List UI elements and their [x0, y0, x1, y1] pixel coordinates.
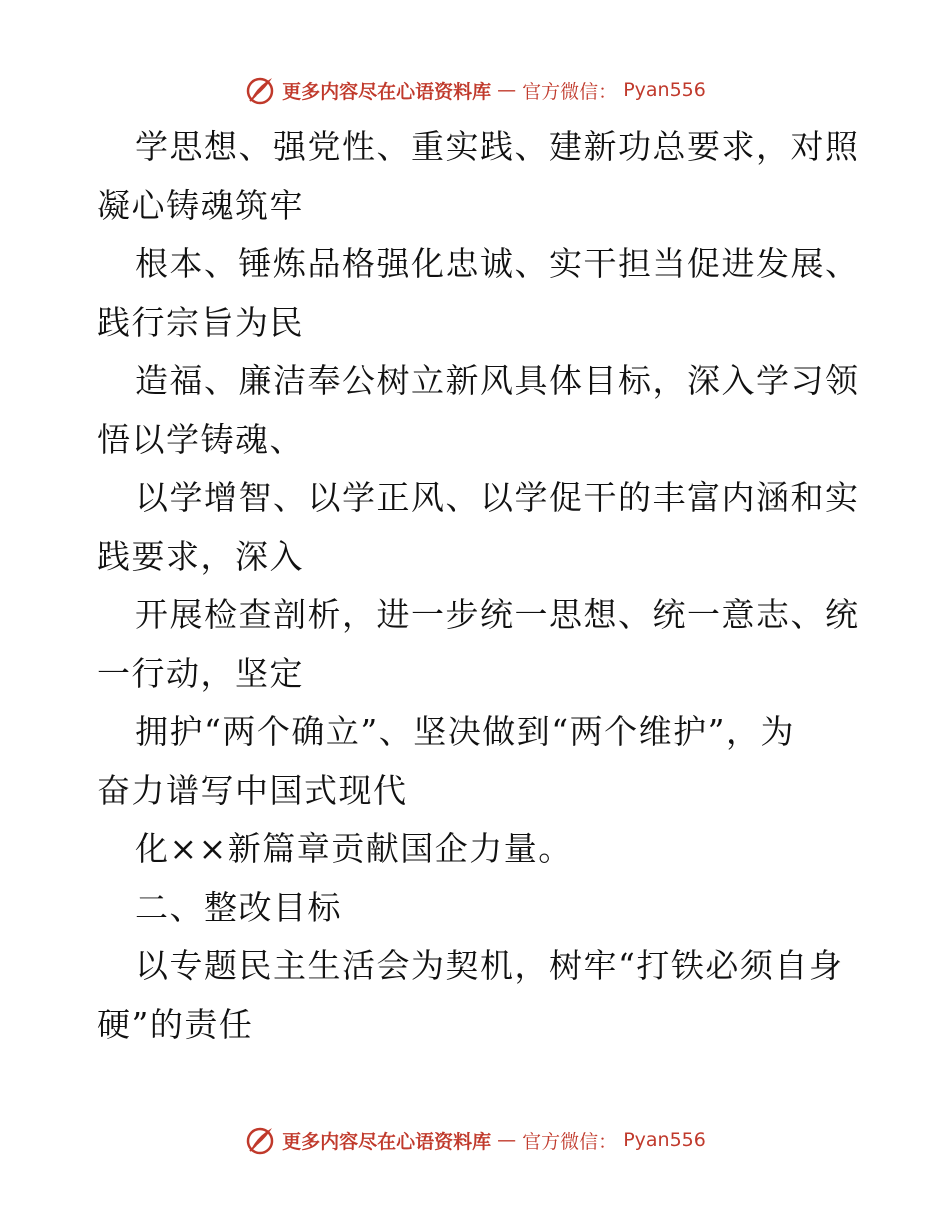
body-line: 造福、廉洁奉公树立新风具体目标，深入学习领: [135, 361, 860, 400]
body-line: 践要求，深入: [97, 536, 304, 576]
body-line: 以学增智、以学正风、以学促干的丰富内涵和实: [135, 478, 860, 517]
body-line: 悟以学铸魂、: [97, 419, 304, 459]
body-line: 化××新篇章贡献国企力量。: [135, 829, 573, 868]
banner-dash: —: [497, 79, 517, 101]
body-line: 拥护“两个确立”、坚决做到“两个维护”，为: [135, 712, 795, 751]
banner-brand-text: 更多内容尽在心语资料库: [282, 1130, 492, 1153]
banner-official-label: 官方微信：: [522, 80, 618, 103]
body-line: 以专题民主生活会为契机，树牢“打铁必须自身: [135, 946, 844, 985]
footer-banner-inner: [244, 1124, 706, 1156]
footer-banner: [0, 1120, 950, 1160]
body-line: 践行宗旨为民: [97, 302, 304, 342]
feather-seal-icon: [244, 74, 276, 106]
body-line: 硬”的责任: [97, 1004, 254, 1044]
body-line: 凝心铸魂筑牢: [97, 185, 304, 225]
body-line: 开展检查剖析，进一步统一思想、统一意志、统: [135, 595, 860, 634]
banner-wechat-id: Pyan556: [623, 79, 706, 101]
feather-seal-icon: [244, 1124, 276, 1156]
body-line: 一行动，坚定: [97, 653, 304, 693]
banner-dash: —: [497, 1129, 517, 1151]
banner-brand-text: 更多内容尽在心语资料库: [282, 80, 492, 103]
header-banner-inner: [244, 74, 706, 106]
header-banner: [0, 70, 950, 110]
body-line: 学思想、强党性、重实践、建新功总要求，对照: [135, 127, 860, 166]
body-line: 根本、锤炼品格强化忠诚、实干担当促进发展、: [135, 244, 860, 283]
banner-official-label: 官方微信：: [522, 1130, 618, 1153]
body-line: 奋力谱写中国式现代: [97, 770, 408, 810]
document-body: [97, 118, 860, 1054]
section-heading: 二、整改目标: [135, 887, 342, 927]
banner-wechat-id: Pyan556: [623, 1129, 706, 1151]
